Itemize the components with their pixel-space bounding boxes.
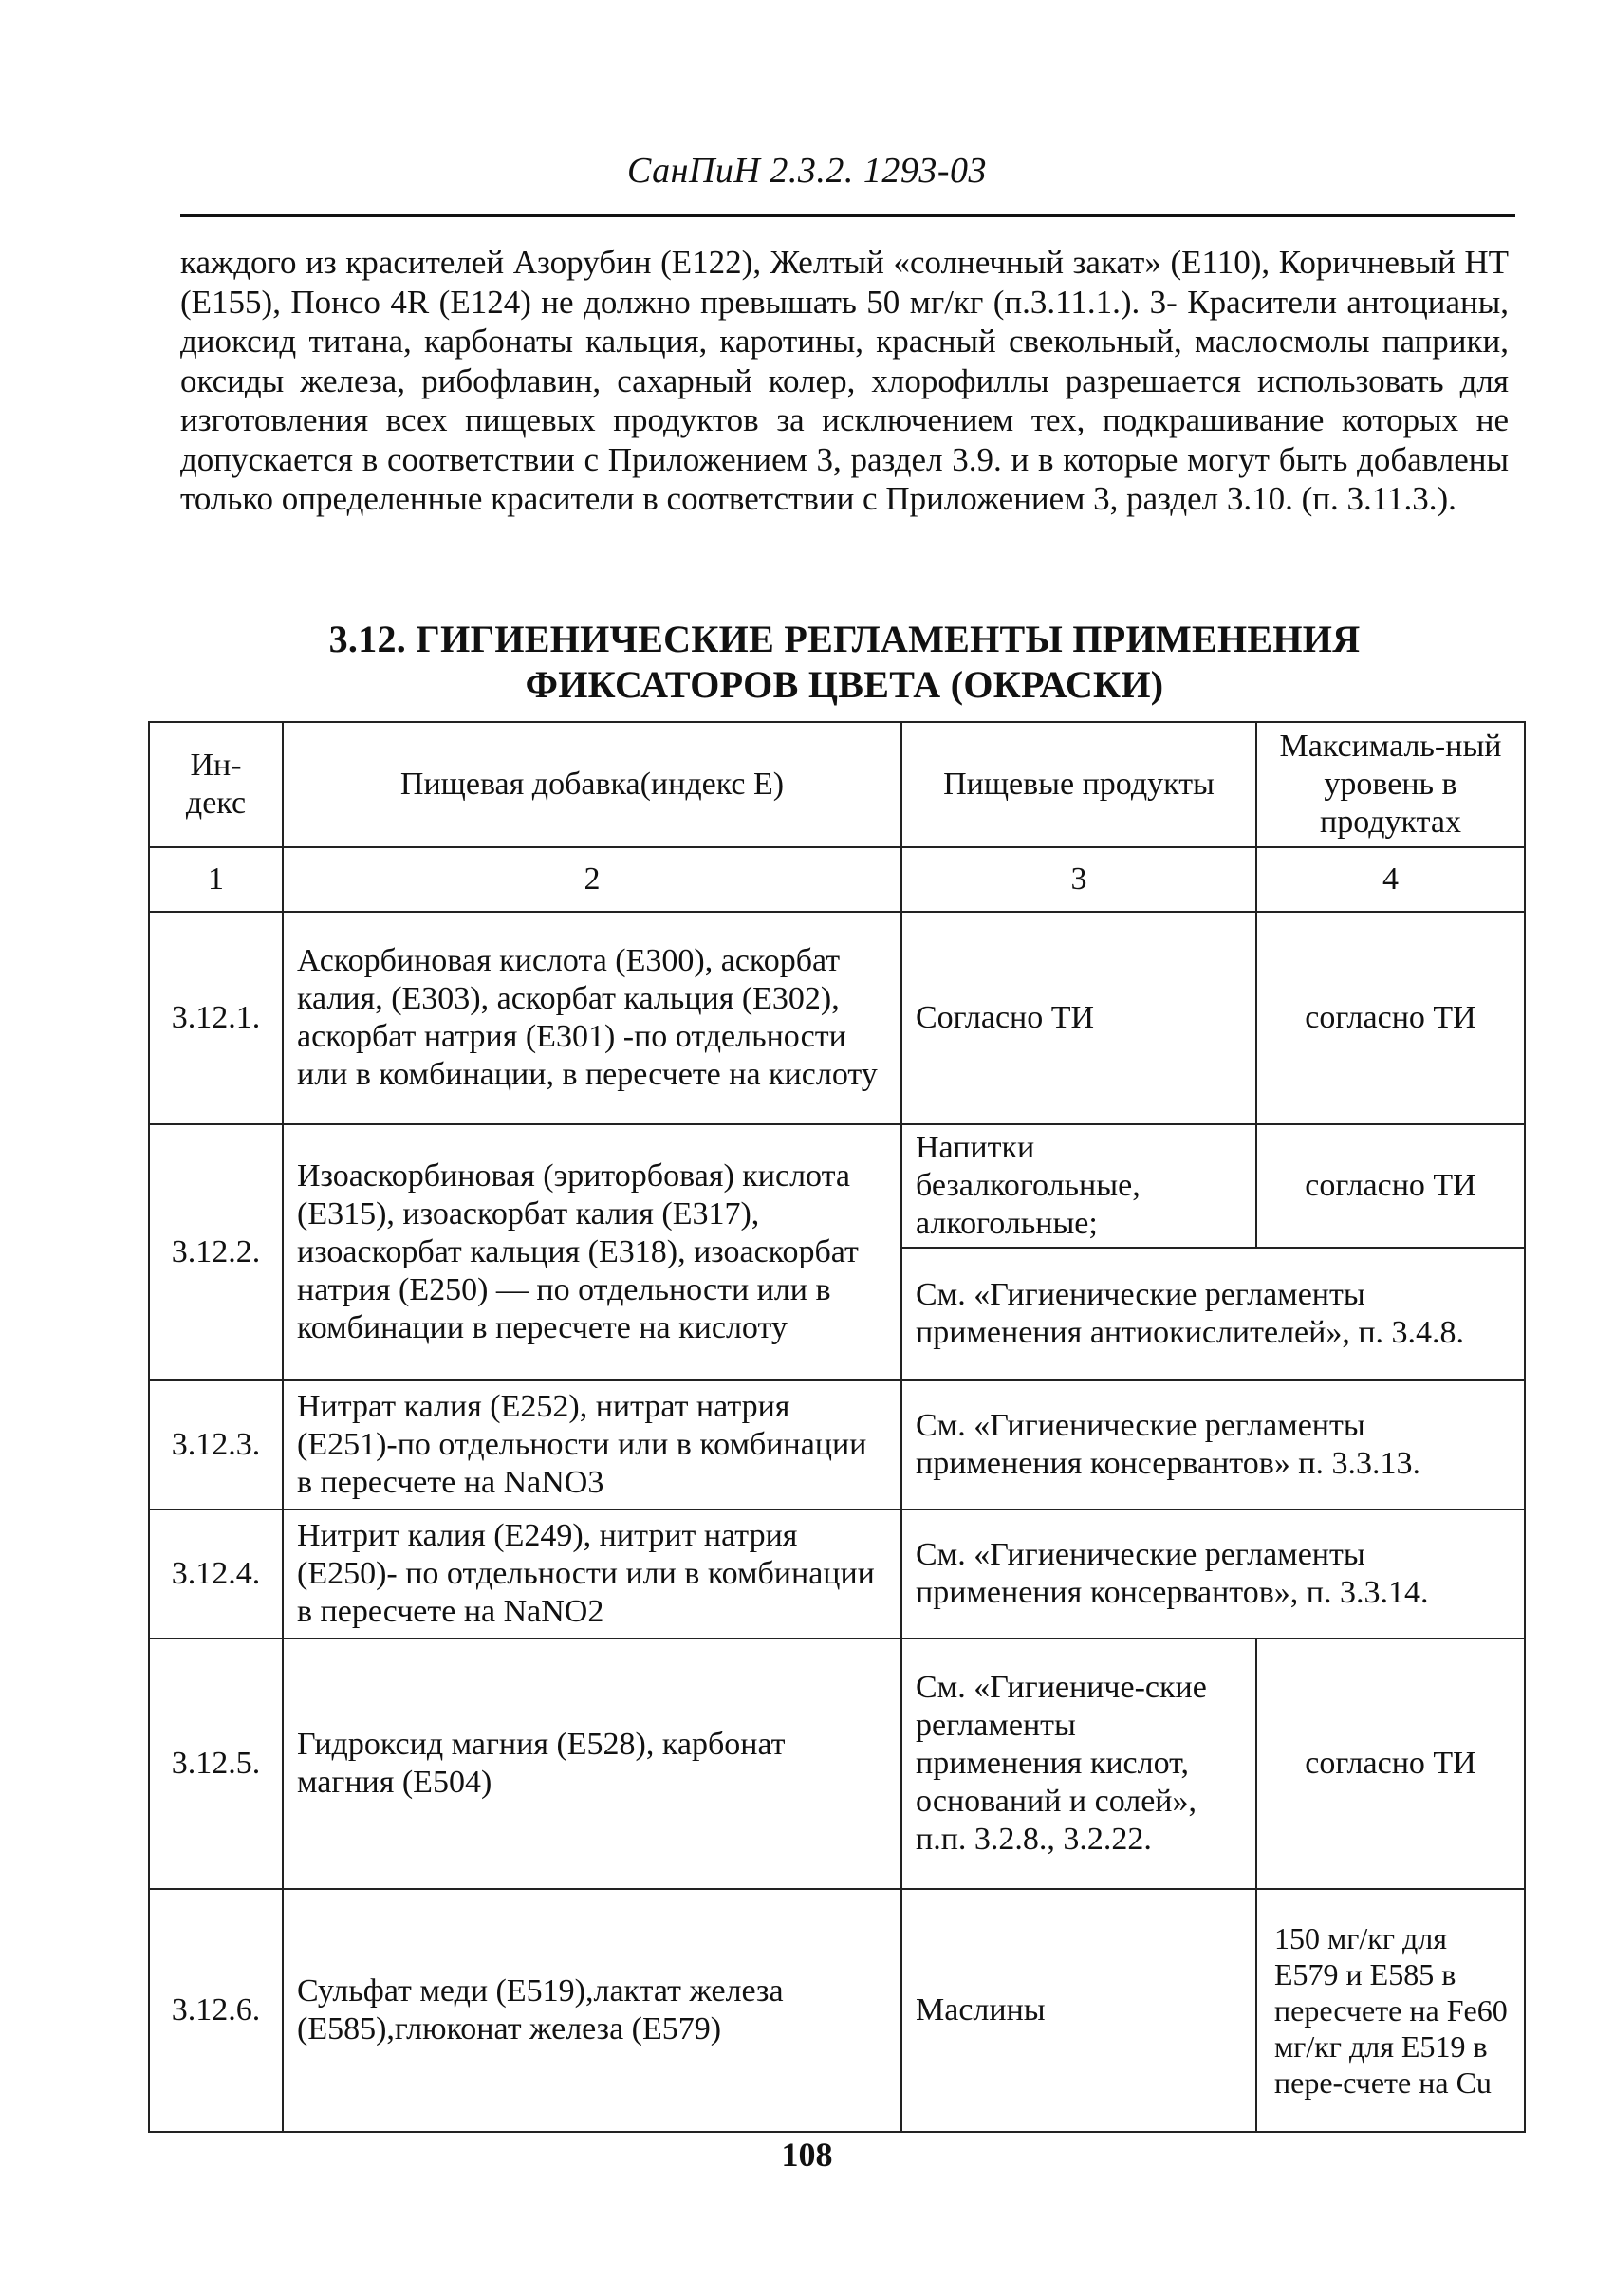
row-additive: Сульфат меди (Е519),лактат железа (Е585),глюконат железа (Е579) [283, 1889, 901, 2132]
intro-text [180, 243, 1509, 519]
table-row [149, 912, 1525, 1124]
table-row [149, 1889, 1525, 2132]
header-additive: Пищевая добавка(индекс Е) [283, 722, 901, 847]
row-max-level: согласно ТИ [1256, 1124, 1525, 1248]
row-additive: Изоаскорбиновая (эриторбовая) кислота (Е315), изоаскорбат калия (Е317), изоаскорбат кальция (Е318), изоаскорбат натрия (Е250) — по отдельности или в комбинации в пересчете на кислоту [283, 1124, 901, 1380]
header-max-level: Максималь-ный уровень в продуктах [1256, 722, 1525, 847]
row-index: 3.12.5. [149, 1639, 283, 1889]
row-reference: См. «Гигиенические регламенты применения консервантов», п. 3.3.14. [901, 1509, 1525, 1639]
running-header: СанПиН 2.3.2. 1293-03 [627, 151, 987, 191]
row-products: См. «Гигиениче-ские регламенты применения кислот, оснований и солей», п.п. 3.2.8., 3.2.22. [901, 1639, 1256, 1889]
section-title-line-1: 3.12. ГИГИЕНИЧЕСКИЕ РЕГЛАМЕНТЫ ПРИМЕНЕНИЯ [328, 618, 1361, 660]
page-number: 108 [781, 2136, 833, 2174]
row-products: Согласно ТИ [901, 912, 1256, 1124]
section-title-line-2: ФИКСАТОРОВ ЦВЕТА (ОКРАСКИ) [525, 663, 1164, 706]
row-additive: Гидроксид магния (Е528), карбонат магния (Е504) [283, 1639, 901, 1889]
row-index: 3.12.3. [149, 1380, 283, 1509]
column-number: 1 [149, 847, 283, 912]
header-index: Ин-декс [149, 722, 283, 847]
regulations-table [148, 721, 1526, 2133]
table-row [149, 1639, 1525, 1889]
row-additive: Нитрат калия (Е252), нитрат натрия (Е251)-по отдельности или в комбинации в пересчете на NaNO3 [283, 1380, 901, 1509]
row-max-level: согласно ТИ [1256, 912, 1525, 1124]
intro-paragraph: каждого из красителей Азорубин (Е122), Желтый «солнечный закат» (Е110), Коричневый НТ (Е155), Понсо 4R (Е124) не должно превышать 50 мг/кг (п.3.11.1.). 3- Красители антоцианы, диоксид титана, карбонаты кальция, каротины, красный свекольный, маслосмолы паприки, оксиды железа, рибофлавин, сахарный колер, хлорофиллы разрешается использовать для изготовления всех пищевых продуктов за исключением тех, подкрашивание которых не допускается в соответствии с Приложением 3, раздел 3.9. и в которые могут быть добавлены только определенные красители в соответствии с Приложением 3, раздел 3.10. (п. 3.11.3.). [180, 244, 1509, 517]
row-additive: Аскорбиновая кислота (Е300), аскорбат калия, (Е303), аскорбат кальция (Е302), аскорбат натрия (Е301) -по отдельности или в комбинации, в пересчете на кислоту [283, 912, 901, 1124]
header-divider [180, 214, 1515, 217]
header-products: Пищевые продукты [901, 722, 1256, 847]
column-number-row [149, 847, 1525, 912]
row-reference: См. «Гигиенические регламенты применения консервантов» п. 3.3.13. [901, 1380, 1525, 1509]
table-row [149, 1509, 1525, 1639]
column-number: 2 [283, 847, 901, 912]
column-number: 3 [901, 847, 1256, 912]
row-max-level: 150 мг/кг для Е579 и Е585 в пересчете на Fe60 мг/кг для Е519 в пере-счете на Cu [1256, 1889, 1525, 2132]
row-reference: См. «Гигиенические регламенты применения антиокислителей», п. 3.4.8. [901, 1248, 1525, 1380]
row-index: 3.12.6. [149, 1889, 283, 2132]
table-row [149, 1124, 1525, 1248]
row-additive: Нитрит калия (Е249), нитрит натрия (Е250)- по отдельности или в комбинации в пересчете на NaNO2 [283, 1509, 901, 1639]
table-row [149, 1380, 1525, 1509]
row-max-level: согласно ТИ [1256, 1639, 1525, 1889]
section-title [180, 617, 1509, 708]
row-products: Напитки безалкогольные, алкогольные; [901, 1124, 1256, 1248]
table-header-row [149, 722, 1525, 847]
row-products: Маслины [901, 1889, 1256, 2132]
row-index: 3.12.4. [149, 1509, 283, 1639]
column-number: 4 [1256, 847, 1525, 912]
row-index: 3.12.2. [149, 1124, 283, 1380]
row-index: 3.12.1. [149, 912, 283, 1124]
